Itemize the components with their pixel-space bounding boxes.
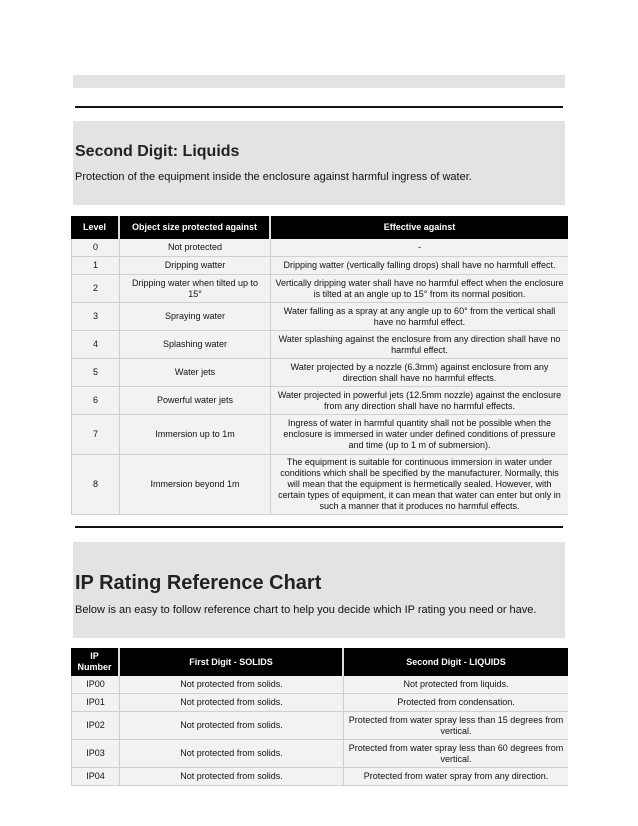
level-cell: 6: [71, 387, 120, 415]
liquids-cell: Protected from water spray less than 60 degrees from vertical.: [344, 740, 568, 768]
ip-number-cell: IP02: [71, 712, 120, 740]
liquids-section-description: Protection of the equipment inside the enclosure against harmful ingress of water.: [75, 171, 472, 183]
section-divider: [75, 106, 563, 108]
level-cell: 8: [71, 455, 120, 515]
object-size-cell: Dripping watter: [120, 257, 271, 275]
effective-cell: Water projected in powerful jets (12.5mm nozzle) against the enclosure from any direction shall have no harmful effects.: [271, 387, 568, 415]
liquids-cell: Not protected from liquids.: [344, 676, 568, 694]
ip-header-number: IP Number: [71, 648, 120, 676]
effective-cell: Water falling as a spray at any angle up to 60° from the vertical shall have no harmful effect.: [271, 303, 568, 331]
table-row: [71, 275, 568, 303]
level-cell: 1: [71, 257, 120, 275]
table-row: [71, 239, 568, 257]
table-row: [71, 694, 568, 712]
table-row: [71, 712, 568, 740]
liquids-cell: Protected from water spray from any direction.: [344, 768, 568, 786]
object-size-cell: Immersion up to 1m: [120, 415, 271, 455]
liquids-table: [71, 216, 568, 515]
top-gray-bar: [73, 75, 565, 88]
liquids-header-effective: Effective against: [271, 216, 568, 239]
liquids-header-level: Level: [71, 216, 120, 239]
solids-cell: Not protected from solids.: [120, 676, 344, 694]
effective-cell: Dripping watter (vertically falling drops) shall have no harmfull effect.: [271, 257, 568, 275]
object-size-cell: Dripping water when tilted up to 15°: [120, 275, 271, 303]
effective-cell: -: [271, 239, 568, 257]
effective-cell: Vertically dripping water shall have no harmful effect when the enclosure is tilted at an angle up to 15° from its normal position.: [271, 275, 568, 303]
ip-section-description: Below is an easy to follow reference chart to help you decide which IP rating you need or have.: [75, 604, 537, 616]
ip-number-cell: IP03: [71, 740, 120, 768]
object-size-cell: Spraying water: [120, 303, 271, 331]
solids-cell: Not protected from solids.: [120, 694, 344, 712]
level-cell: 2: [71, 275, 120, 303]
ip-number-cell: IP04: [71, 768, 120, 786]
table-row: [71, 257, 568, 275]
solids-cell: Not protected from solids.: [120, 768, 344, 786]
level-cell: 4: [71, 331, 120, 359]
ip-header-liquids: Second Digit - LIQUIDS: [344, 648, 568, 676]
object-size-cell: Splashing water: [120, 331, 271, 359]
table-row: [71, 415, 568, 455]
level-cell: 3: [71, 303, 120, 331]
liquids-cell: Protected from condensation.: [344, 694, 568, 712]
object-size-cell: Water jets: [120, 359, 271, 387]
table-row: [71, 359, 568, 387]
ip-number-cell: IP00: [71, 676, 120, 694]
table-row: [71, 303, 568, 331]
table-row: [71, 455, 568, 515]
liquids-section-title: Second Digit: Liquids: [75, 143, 240, 160]
level-cell: 7: [71, 415, 120, 455]
ip-section-title: IP Rating Reference Chart: [75, 572, 322, 594]
level-cell: 5: [71, 359, 120, 387]
object-size-cell: Not protected: [120, 239, 271, 257]
table-row: [71, 387, 568, 415]
table-row: [71, 740, 568, 768]
solids-cell: Not protected from solids.: [120, 740, 344, 768]
effective-cell: Water splashing against the enclosure from any direction shall have no harmful effect.: [271, 331, 568, 359]
ip-header-solids: First Digit - SOLIDS: [120, 648, 344, 676]
ip-header-panel: [73, 542, 565, 638]
liquids-header-object-size: Object size protected against: [120, 216, 271, 239]
ip-number-cell: IP01: [71, 694, 120, 712]
section-divider: [75, 526, 563, 528]
liquids-cell: Protected from water spray less than 15 degrees from vertical.: [344, 712, 568, 740]
table-row: [71, 768, 568, 786]
effective-cell: Ingress of water in harmful quantity shall not be possible when the enclosure is immersed in water under defined conditions of pressure and time (up to 1 m of submersion).: [271, 415, 568, 455]
object-size-cell: Powerful water jets: [120, 387, 271, 415]
table-row: [71, 676, 568, 694]
effective-cell: Water projected by a nozzle (6.3mm) against enclosure from any direction shall have no harmful effects.: [271, 359, 568, 387]
solids-cell: Not protected from solids.: [120, 712, 344, 740]
effective-cell: The equipment is suitable for continuous immersion in water under conditions which shall be specified by the manufacturer. Normally, this will mean that the equipment is hermetically sealed. However, with certain types of equipment, it can mean that water can enter but only in such a manner that it produces no harmful effects.: [271, 455, 568, 515]
object-size-cell: Immersion beyond 1m: [120, 455, 271, 515]
liquids-header-panel: [73, 121, 565, 205]
table-row: [71, 331, 568, 359]
ip-rating-table: [71, 648, 568, 786]
level-cell: 0: [71, 239, 120, 257]
